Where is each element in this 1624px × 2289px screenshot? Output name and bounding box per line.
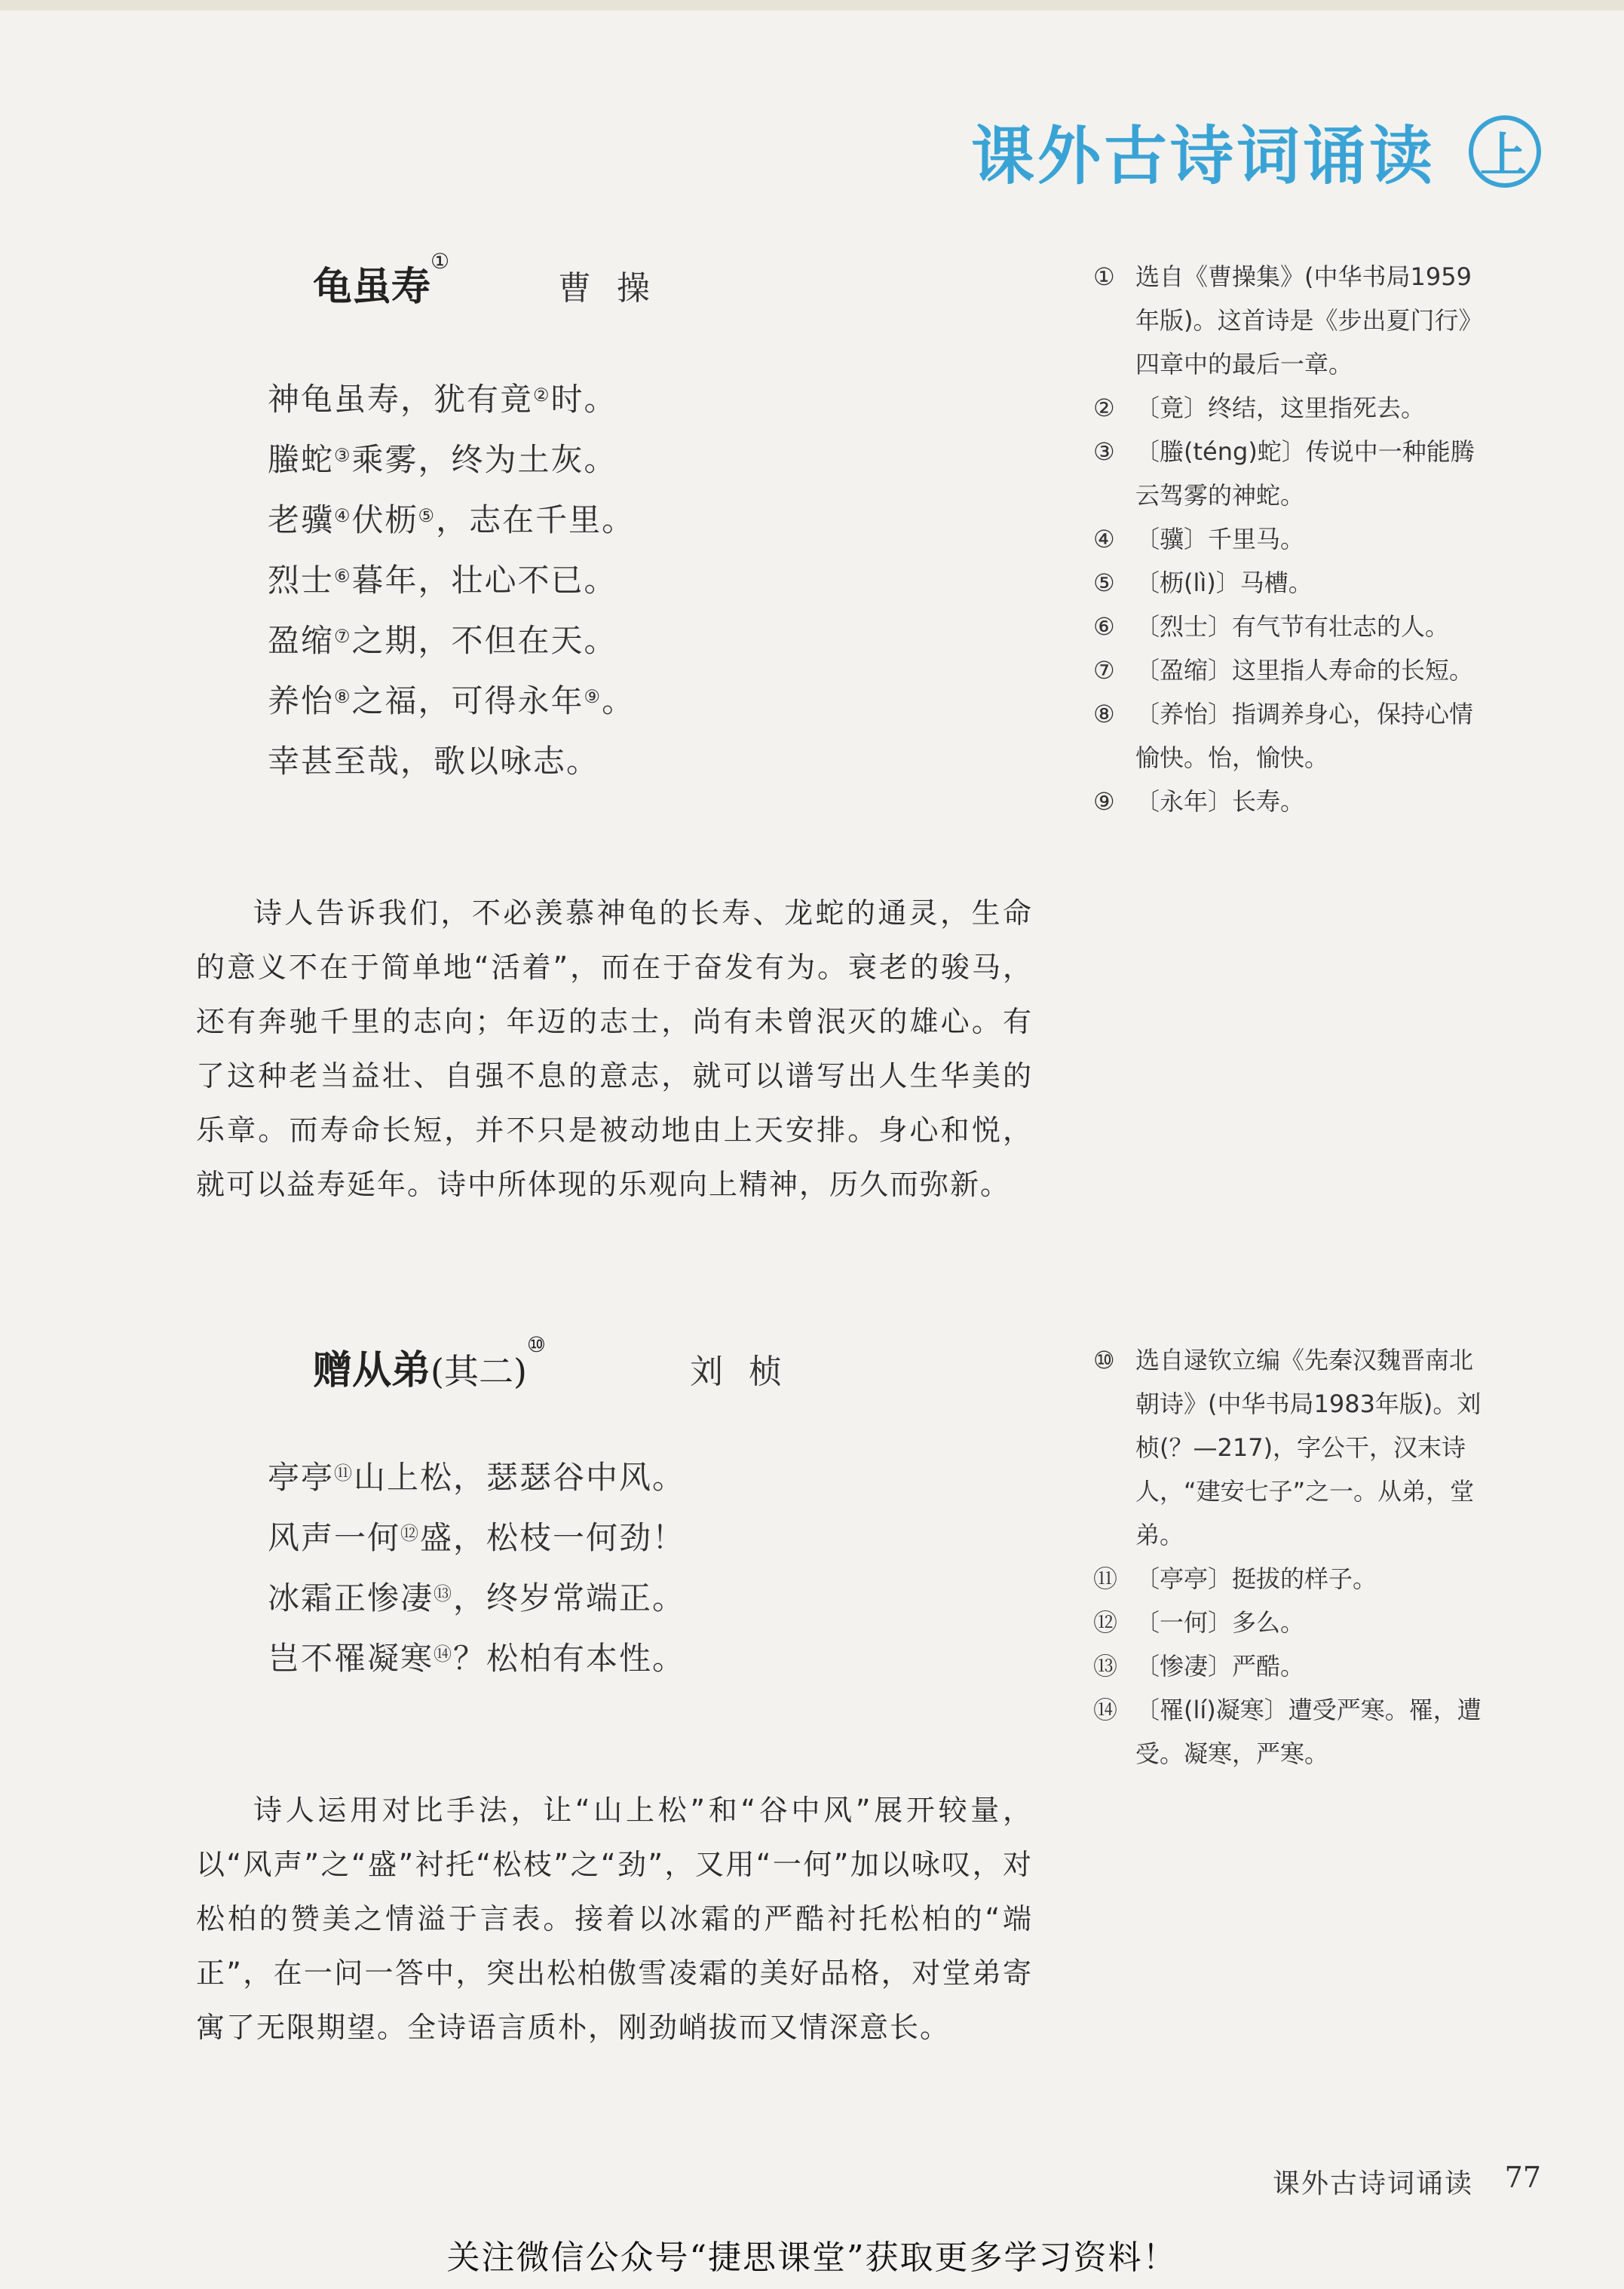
note-item [1093, 692, 1485, 780]
poem-line [268, 1508, 685, 1568]
line-text: 乘雾，终为土灰。 [351, 441, 617, 478]
poem1-author: 曹操 [558, 269, 676, 308]
note-number: ④ [1093, 525, 1115, 553]
footnote-marker: ⑥ [334, 565, 352, 587]
poem2-lines [268, 1448, 685, 1689]
note-item [1093, 255, 1485, 386]
line-text: 伏枥 [351, 501, 418, 538]
line-text: ，志在千里。 [436, 501, 636, 538]
note-item [1093, 386, 1485, 430]
note-number: ⑨ [1093, 787, 1115, 816]
note-number: ⑬ [1093, 1652, 1118, 1681]
footer-section-label: 课外古诗词诵读 [1272, 2168, 1473, 2199]
poem2-title: 赠从弟(其二)⑩ [313, 1332, 547, 1393]
line-text: 亭亭 [268, 1459, 335, 1496]
note-text: 〔一何〕多么。 [1135, 1608, 1305, 1637]
note-text: 〔骥〕千里马。 [1135, 525, 1305, 553]
section-title-text: 课外古诗词诵读 [970, 119, 1436, 193]
poem-line [268, 490, 635, 550]
poem-line [268, 1568, 685, 1629]
line-text: 岂不罹凝寒 [268, 1640, 434, 1677]
note-item [1093, 517, 1485, 561]
poem-line [268, 1629, 685, 1689]
note-item [1093, 1601, 1485, 1644]
note-item [1093, 1338, 1485, 1557]
note-text: 选自逯钦立编《先秦汉魏晋南北朝诗》(中华书局1983年版)。刘桢(？—217)，字公干，汉末诗人，“建安七子”之一。从弟，堂弟。 [1135, 1346, 1482, 1549]
footnote-marker: ⑧ [334, 686, 352, 707]
note-text: 〔罹(lí)凝寒〕遭受严寒。罹，遭受。凝寒，严寒。 [1135, 1696, 1482, 1768]
line-text: 暮年，壮心不已。 [351, 562, 617, 599]
footnote-marker: ⑦ [334, 626, 352, 647]
line-text: 时。 [550, 381, 617, 418]
note-text: 选自《曹操集》(中华书局1959年版)。这首诗是《步出夏门行》四章中的最后一章。 [1135, 262, 1483, 378]
footnote-marker: ⑪ [334, 1463, 354, 1484]
note-number: ⑤ [1093, 568, 1115, 597]
footnote-marker: ② [533, 385, 551, 406]
volume-badge: 上 [1469, 115, 1541, 188]
line-text: 。 [602, 682, 636, 719]
poem-line [268, 430, 635, 490]
top-edge-band [0, 0, 1624, 11]
poem-line [268, 550, 635, 611]
poem2-author: 刘桢 [690, 1353, 807, 1391]
footnote-marker: ③ [334, 445, 352, 466]
poem-line [268, 671, 635, 731]
section-title [971, 106, 1541, 197]
line-text: 盈缩 [268, 622, 335, 659]
line-text: 盛，松枝一何劲！ [420, 1519, 686, 1556]
note-item [1093, 1688, 1485, 1776]
note-number: ⑧ [1093, 700, 1115, 728]
poem2-title-note: ⑩ [526, 1332, 547, 1357]
line-text: 风声一何 [268, 1519, 401, 1556]
note-item [1093, 605, 1485, 648]
note-text: 〔永年〕长寿。 [1135, 787, 1305, 816]
poem2-notes [1093, 1338, 1485, 1776]
footnote-marker: ⑨ [584, 686, 602, 707]
line-text: ？松柏有本性。 [453, 1640, 686, 1677]
poem1-title-note: ① [431, 249, 450, 274]
poem-line [268, 1448, 685, 1508]
page-number: 77 [1504, 2161, 1541, 2194]
note-item [1093, 430, 1485, 517]
note-item [1093, 561, 1485, 605]
note-number: ② [1093, 394, 1115, 422]
note-number: ① [1093, 262, 1115, 291]
note-text: 〔竟〕终结，这里指死去。 [1135, 394, 1426, 422]
note-text: 〔烈士〕有气节有壮志的人。 [1135, 612, 1450, 641]
note-text: 〔养怡〕指调养身心，保持心情愉快。怡，愉快。 [1135, 700, 1474, 772]
poem-line [268, 369, 635, 430]
note-item [1093, 648, 1485, 692]
footnote-marker: ⑭ [434, 1644, 454, 1665]
poem1-lines [268, 369, 635, 792]
note-number: ⑥ [1093, 612, 1115, 641]
note-text: 〔螣(téng)蛇〕传说中一种能腾云驾雾的神蛇。 [1135, 437, 1475, 510]
note-number: ⑦ [1093, 656, 1115, 685]
promo-message: 关注微信公众号“捷思课堂”获取更多学习资料！ [446, 2238, 1178, 2277]
poem-line [268, 611, 635, 671]
line-text: 养怡 [268, 682, 335, 719]
line-text: 老骥 [268, 501, 335, 538]
poem1-commentary: 诗人告诉我们，不必羡慕神龟的长寿、龙蛇的通灵，生命的意义不在于简单地“活着”，而在于奋发有为。衰老的骏马，还有奔驰千里的志向；年迈的志士，尚有未曾泯灭的雄心。有了这种老当益壮、自强不息的意志，就可以谱写出人生华美的乐章。而寿命长短，并不只是被动地由上天安排。身心和悦，就可以益寿延年。诗中所体现的乐观向上精神，历久而弥新。 [196, 896, 1033, 1201]
note-number: ③ [1093, 437, 1115, 466]
poem2-commentary: 诗人运用对比手法，让“山上松”和“谷中风”展开较量，以“风声”之“盛”衬托“松枝”之“劲”，又用“一何”加以咏叹，对松柏的赞美之情溢于言表。接着以冰霜的严酷衬托松柏的“端正”，在一问一答中，突出松柏傲雪凌霜的美好品格，对堂弟寄寓了无限期望。全诗语言质朴，刚劲峭拔而又情深意长。 [196, 1794, 1033, 2044]
line-text: 之期，不但在天。 [351, 622, 617, 659]
note-text: 〔惨凄〕严酷。 [1135, 1652, 1305, 1681]
poem1-title: 龟虽寿① [313, 249, 450, 310]
line-text: 冰霜正惨凄 [268, 1580, 434, 1616]
note-number: ⑩ [1093, 1346, 1115, 1374]
line-text: 幸甚至哉，歌以咏志。 [268, 743, 600, 780]
note-item [1093, 780, 1485, 823]
poem1-notes [1093, 255, 1485, 823]
footnote-marker: ⑤ [418, 505, 437, 526]
line-text: ，终岁常端正。 [453, 1580, 686, 1616]
footnote-marker: ④ [334, 505, 352, 526]
line-text: 螣蛇 [268, 441, 335, 478]
note-number: ⑫ [1093, 1608, 1118, 1637]
note-number: ⑪ [1093, 1564, 1118, 1593]
line-text: 之福，可得永年 [351, 682, 584, 719]
line-text: 神龟虽寿，犹有竟 [268, 381, 534, 418]
line-text: 烈士 [268, 562, 335, 599]
line-text: 山上松，瑟瑟谷中风。 [354, 1459, 686, 1496]
footnote-marker: ⑫ [400, 1523, 421, 1544]
poem-line [268, 731, 635, 792]
note-text: 〔盈缩〕这里指人寿命的长短。 [1135, 656, 1474, 685]
note-number: ⑭ [1093, 1696, 1118, 1724]
note-text: 〔亭亭〕挺拔的样子。 [1135, 1564, 1377, 1593]
note-item [1093, 1644, 1485, 1688]
note-item [1093, 1557, 1485, 1601]
note-text: 〔枥(lì)〕马槽。 [1135, 568, 1313, 597]
footnote-marker: ⑬ [434, 1583, 454, 1604]
